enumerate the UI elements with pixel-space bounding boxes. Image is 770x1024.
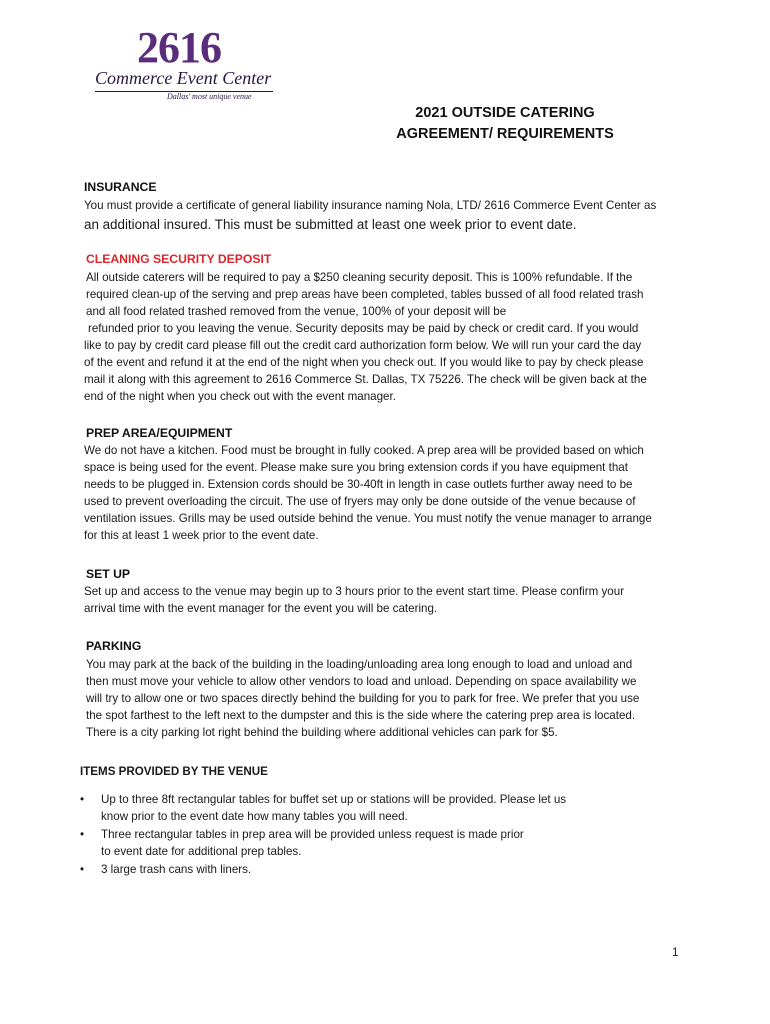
- setup-line: arrival time with the event manager for the event you will be catering.: [84, 602, 438, 615]
- item-line: know prior to the event date how many tables you will need.: [101, 810, 408, 823]
- list-item: [78, 826, 698, 860]
- prep-line: space is being used for the event. Please make sure you bring extension cords if you have equipment that: [84, 461, 628, 474]
- list-item: [78, 861, 698, 878]
- cleaning-line: required clean-up of the serving and prep areas have been completed, tables bussed of all food related trash: [86, 288, 644, 301]
- setup-section: [84, 566, 724, 617]
- cleaning-line: refunded prior to you leaving the venue. Security deposits may be paid by check or credit card. If you would: [88, 322, 639, 335]
- insurance-heading: INSURANCE: [84, 180, 157, 194]
- item-line: Three rectangular tables in prep area will be provided unless request is made prior: [101, 828, 524, 841]
- parking-line: You may park at the back of the building in the loading/unloading area long enough to load and unload and: [86, 658, 633, 671]
- insurance-section: [84, 179, 724, 234]
- prep-line: ventilation issues. Grills may be used outside behind the venue. You must notify the venue manager to arrange: [84, 512, 652, 525]
- document-title: [340, 103, 670, 145]
- items-list: [78, 791, 698, 879]
- setup-line: Set up and access to the venue may begin up to 3 hours prior to the event start time. Please confirm your: [84, 585, 625, 598]
- setup-heading: SET UP: [86, 567, 131, 581]
- item-line: 3 large trash cans with liners.: [101, 863, 252, 876]
- insurance-line-1: You must provide a certificate of general liability insurance naming Nola, LTD/ 2616 Commerce Event Center as: [84, 199, 657, 212]
- parking-line: will try to allow one or two spaces directly behind the building for you to park for free. We prefer that you use: [86, 692, 640, 705]
- prep-heading: PREP AREA/EQUIPMENT: [86, 426, 233, 440]
- logo-tagline: Dallas' most unique venue: [167, 92, 252, 101]
- prep-line: needs to be plugged in. Extension cords should be 30-40ft in length in case outlets further away need to be: [84, 478, 633, 491]
- cleaning-line: All outside caterers will be required to pay a $250 cleaning security deposit. This is 100% refundable. If the: [86, 271, 633, 284]
- page-number: 1: [672, 946, 679, 959]
- bullet-icon: •: [80, 863, 85, 876]
- item-line: Up to three 8ft rectangular tables for buffet set up or stations will be provided. Please let us: [101, 793, 567, 806]
- parking-line: then must move your vehicle to allow other vendors to load and unload. Depending on space availability we: [86, 675, 637, 688]
- cleaning-heading: CLEANING SECURITY DEPOSIT: [86, 252, 272, 266]
- cleaning-deposit-section: [86, 251, 726, 405]
- item-line: to event date for additional prep tables.: [101, 845, 302, 858]
- logo-number: 2616: [137, 23, 221, 72]
- prep-line: for this at least 1 week prior to the event date.: [84, 529, 319, 542]
- title-line-2: AGREEMENT/ REQUIREMENTS: [396, 126, 614, 142]
- logo-name: Commerce Event Center: [95, 68, 272, 88]
- prep-area-section: [86, 425, 726, 544]
- prep-line: We do not have a kitchen. Food must be brought in fully cooked. A prep area will be provided based on which: [84, 444, 644, 457]
- parking-line: There is a city parking lot right behind the building where additional vehicles can park for $5.: [86, 726, 558, 739]
- items-heading: ITEMS PROVIDED BY THE VENUE: [80, 765, 268, 778]
- bullet-icon: •: [80, 828, 85, 841]
- insurance-line-2: an additional insured. This must be submitted at least one week prior to event date.: [84, 217, 577, 232]
- parking-heading: PARKING: [86, 639, 142, 653]
- cleaning-line: and all food related trashed removed from the venue, 100% of your deposit will be: [86, 305, 507, 318]
- cleaning-line: like to pay by credit card please fill out the credit card authorization form below. We will run your card the day: [84, 339, 642, 352]
- title-line-1: 2021 OUTSIDE CATERING: [415, 105, 595, 121]
- cleaning-line: end of the night when you check out with the event manager.: [84, 390, 396, 403]
- cleaning-line: of the event and refund it at the end of the night when you check out. If you would like to pay by check please: [84, 356, 644, 369]
- cleaning-line: mail it along with this agreement to 2616 Commerce St. Dallas, TX 75226. The check will be given back at the: [84, 373, 647, 386]
- prep-line: used to prevent overloading the circuit. The use of fryers may only be done outside of the venue because of: [84, 495, 636, 508]
- list-item: [78, 791, 698, 825]
- venue-logo: [95, 23, 280, 102]
- parking-line: the spot farthest to the left next to the dumpster and this is the side where the catering prep area is located.: [86, 709, 636, 722]
- bullet-icon: •: [80, 793, 85, 806]
- parking-section: [86, 638, 726, 741]
